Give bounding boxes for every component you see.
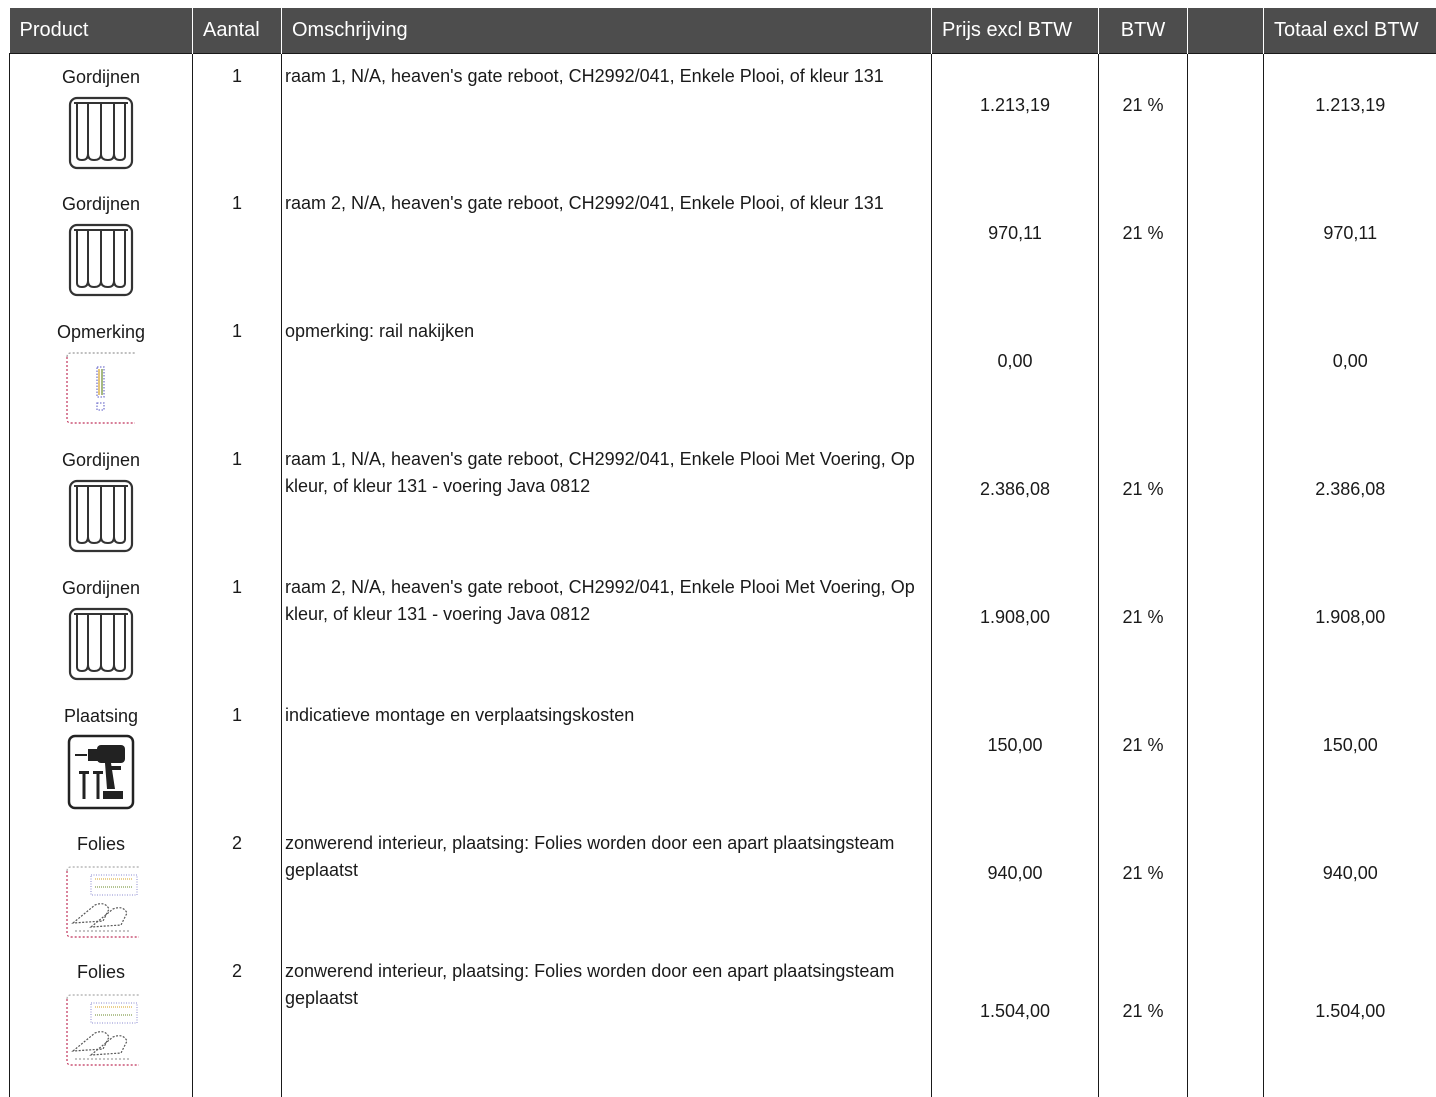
product-name: Gordijnen	[10, 181, 192, 217]
table-header	[10, 8, 1436, 53]
header-description: Omschrijving	[282, 8, 932, 53]
exclamation-icon	[61, 349, 141, 427]
product-name: Folies	[10, 949, 192, 985]
description-text: opmerking: rail nakijken	[282, 309, 931, 345]
price-value: 1.908,00	[932, 607, 1098, 628]
table-row	[10, 53, 1436, 181]
header-vat: BTW	[1099, 8, 1188, 53]
description-text: zonwerend interieur, plaatsing: Folies worden door een apart plaatsingsteam geplaatst	[282, 949, 931, 1012]
vat-value: 21 %	[1099, 95, 1187, 116]
empty-cell	[1188, 437, 1264, 565]
product-cell	[10, 437, 193, 565]
qty-value: 2	[193, 949, 281, 982]
qty-value: 1	[193, 309, 281, 342]
vat-value: 21 %	[1099, 1001, 1187, 1022]
product-cell	[10, 565, 193, 693]
vat-value: 21 %	[1099, 223, 1187, 244]
vat-cell	[1099, 53, 1188, 181]
total-cell	[1264, 53, 1436, 181]
header-row	[10, 8, 1436, 53]
qty-cell	[193, 309, 282, 437]
empty-cell	[1188, 821, 1264, 949]
qty-cell	[193, 437, 282, 565]
table-row	[10, 309, 1436, 437]
product-cell	[10, 309, 193, 437]
qty-cell	[193, 693, 282, 821]
product-name: Opmerking	[10, 309, 192, 345]
vat-cell	[1099, 181, 1188, 309]
qty-value: 1	[193, 693, 281, 726]
vat-value: 21 %	[1099, 735, 1187, 756]
table-row	[10, 693, 1436, 821]
total-value: 150,00	[1264, 735, 1436, 756]
product-name: Gordijnen	[10, 437, 192, 473]
empty-cell	[1188, 309, 1264, 437]
description-text: raam 2, N/A, heaven's gate reboot, CH2992/041, Enkele Plooi Met Voering, Op kleur, of kleur 131 - voering Java 0812	[282, 565, 931, 628]
empty-cell	[1188, 949, 1264, 1097]
table-row	[10, 565, 1436, 693]
header-price: Prijs excl BTW	[932, 8, 1099, 53]
product-name: Gordijnen	[10, 565, 192, 601]
table-body	[10, 53, 1436, 1097]
total-cell	[1264, 821, 1436, 949]
total-value: 970,11	[1264, 223, 1436, 244]
description-cell	[282, 821, 932, 949]
table-row	[10, 437, 1436, 565]
product-name: Plaatsing	[10, 693, 192, 729]
total-cell	[1264, 437, 1436, 565]
product-cell	[10, 693, 193, 821]
price-cell	[932, 949, 1099, 1097]
qty-cell	[193, 821, 282, 949]
description-cell	[282, 949, 932, 1097]
total-value: 2.386,08	[1264, 479, 1436, 500]
total-cell	[1264, 949, 1436, 1097]
table-row	[10, 821, 1436, 949]
window-film-icon	[61, 989, 141, 1067]
description-text: raam 2, N/A, heaven's gate reboot, CH2992/041, Enkele Plooi, of kleur 131	[282, 181, 931, 217]
price-value: 150,00	[932, 735, 1098, 756]
product-cell	[10, 181, 193, 309]
description-cell	[282, 181, 932, 309]
vat-cell	[1099, 309, 1188, 437]
qty-value: 1	[193, 181, 281, 214]
description-text: zonwerend interieur, plaatsing: Folies worden door een apart plaatsingsteam geplaatst	[282, 821, 931, 884]
vat-cell	[1099, 821, 1188, 949]
qty-value: 1	[193, 437, 281, 470]
total-cell	[1264, 693, 1436, 821]
price-cell	[932, 309, 1099, 437]
price-cell	[932, 693, 1099, 821]
empty-cell	[1188, 181, 1264, 309]
vat-cell	[1099, 565, 1188, 693]
qty-cell	[193, 565, 282, 693]
price-value: 2.386,08	[932, 479, 1098, 500]
vat-value: 21 %	[1099, 607, 1187, 628]
total-value: 1.504,00	[1264, 1001, 1436, 1022]
description-text: raam 1, N/A, heaven's gate reboot, CH2992/041, Enkele Plooi, of kleur 131	[282, 54, 931, 90]
empty-cell	[1188, 693, 1264, 821]
qty-value: 2	[193, 821, 281, 854]
description-text: indicatieve montage en verplaatsingskosten	[282, 693, 931, 729]
empty-cell	[1188, 565, 1264, 693]
description-cell	[282, 565, 932, 693]
window-film-icon	[61, 861, 141, 939]
quote-table	[9, 8, 1436, 1097]
product-cell	[10, 53, 193, 181]
description-text: raam 1, N/A, heaven's gate reboot, CH2992/041, Enkele Plooi Met Voering, Op kleur, of kleur 131 - voering Java 0812	[282, 437, 931, 500]
total-cell	[1264, 565, 1436, 693]
qty-cell	[193, 949, 282, 1097]
header-total: Totaal excl BTW	[1264, 8, 1436, 53]
price-cell	[932, 181, 1099, 309]
product-cell	[10, 949, 193, 1097]
total-cell	[1264, 309, 1436, 437]
drill-screws-icon	[61, 733, 141, 811]
vat-cell	[1099, 437, 1188, 565]
vat-value: 21 %	[1099, 479, 1187, 500]
description-cell	[282, 693, 932, 821]
total-value: 1.908,00	[1264, 607, 1436, 628]
price-value: 1.213,19	[932, 95, 1098, 116]
header-qty: Aantal	[193, 8, 282, 53]
total-value: 940,00	[1264, 863, 1436, 884]
product-name: Folies	[10, 821, 192, 857]
empty-cell	[1188, 53, 1264, 181]
qty-cell	[193, 181, 282, 309]
vat-value: 21 %	[1099, 863, 1187, 884]
qty-cell	[193, 53, 282, 181]
price-value: 1.504,00	[932, 1001, 1098, 1022]
curtain-icon	[61, 605, 141, 683]
table-row	[10, 949, 1436, 1097]
description-cell	[282, 309, 932, 437]
price-cell	[932, 821, 1099, 949]
curtain-icon	[61, 221, 141, 299]
price-value: 970,11	[932, 223, 1098, 244]
price-value: 0,00	[932, 351, 1098, 372]
header-product: Product	[10, 8, 193, 53]
price-value: 940,00	[932, 863, 1098, 884]
description-cell	[282, 53, 932, 181]
curtain-icon	[61, 477, 141, 555]
total-value: 1.213,19	[1264, 95, 1436, 116]
price-cell	[932, 565, 1099, 693]
header-empty	[1188, 8, 1264, 53]
curtain-icon	[61, 94, 141, 172]
price-cell	[932, 437, 1099, 565]
product-name: Gordijnen	[10, 54, 192, 90]
description-cell	[282, 437, 932, 565]
product-cell	[10, 821, 193, 949]
total-value: 0,00	[1264, 351, 1436, 372]
vat-cell	[1099, 949, 1188, 1097]
table-row	[10, 181, 1436, 309]
total-cell	[1264, 181, 1436, 309]
qty-value: 1	[193, 565, 281, 598]
vat-cell	[1099, 693, 1188, 821]
qty-value: 1	[193, 54, 281, 87]
price-cell	[932, 53, 1099, 181]
